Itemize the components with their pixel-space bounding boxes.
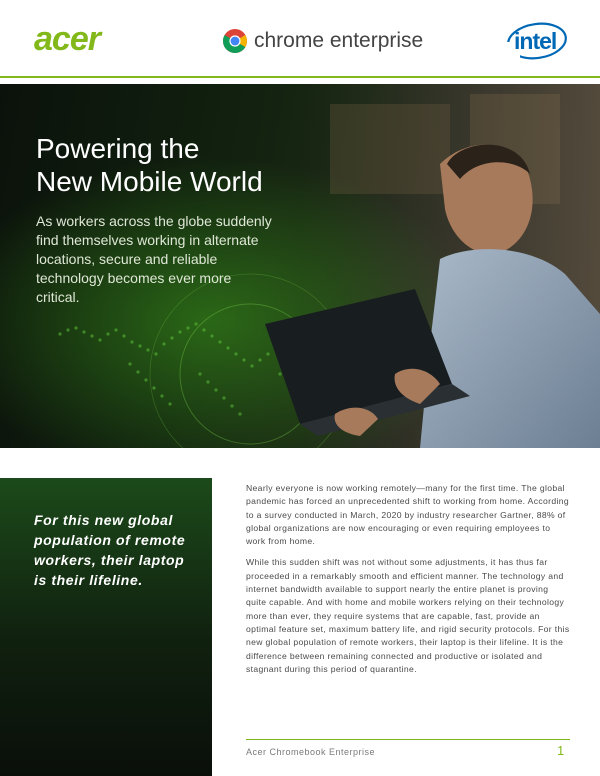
chrome-enterprise-logo xyxy=(222,28,423,54)
footer-divider xyxy=(246,739,570,740)
hero-title xyxy=(36,132,263,198)
callout-quote: For this new global population of remote workers, their laptop is their lifeline. xyxy=(34,512,186,588)
chrome-enterprise-text: chrome enterprise xyxy=(254,29,424,52)
chrome-icon xyxy=(222,28,248,54)
body-copy xyxy=(246,482,570,684)
intel-text: intel xyxy=(514,28,557,54)
hero-title-line1: Powering the xyxy=(36,133,200,164)
header-divider xyxy=(0,76,600,78)
page-header xyxy=(0,0,600,78)
intel-logo xyxy=(506,20,568,62)
acer-logo: acer xyxy=(34,20,100,58)
hero-banner xyxy=(0,84,600,448)
callout-box xyxy=(0,478,212,776)
body-paragraph-2: While this sudden shift was not without some adjustments, it has thus far proceeded in a remarkably smooth and efficient manner. The technology and internet bandwidth available to support nearly the entire planet is proving quite capable. And with home and mobile workers relying on their technology more than ever, they require systems that are capable, fast, provide an optimal feature set, maximum battery life, and rigid security protocols. For this new global population of remote workers, their laptop is their lifeline. It is the difference between remaining connected and productive or isolated and stagnant during this period of quarantine. xyxy=(246,557,570,674)
body-paragraph-1: Nearly everyone is now working remotely—many for the first time. The global pandemic has forced an unprecedented shift to working from home. According to a survey conducted in March, 2020 by industry researcher Gartner, 88% of global organizations are now encouraging or even requiring employees to work from home. xyxy=(246,483,570,547)
page-number: 1 xyxy=(557,743,565,758)
hero-subtitle: As workers across the globe suddenly find themselves working in alternate locations, secure and reliable technology becomes ever more critical. xyxy=(36,213,272,305)
footer-label: Acer Chromebook Enterprise xyxy=(246,747,376,757)
hero-title-line2: New Mobile World xyxy=(36,166,263,197)
